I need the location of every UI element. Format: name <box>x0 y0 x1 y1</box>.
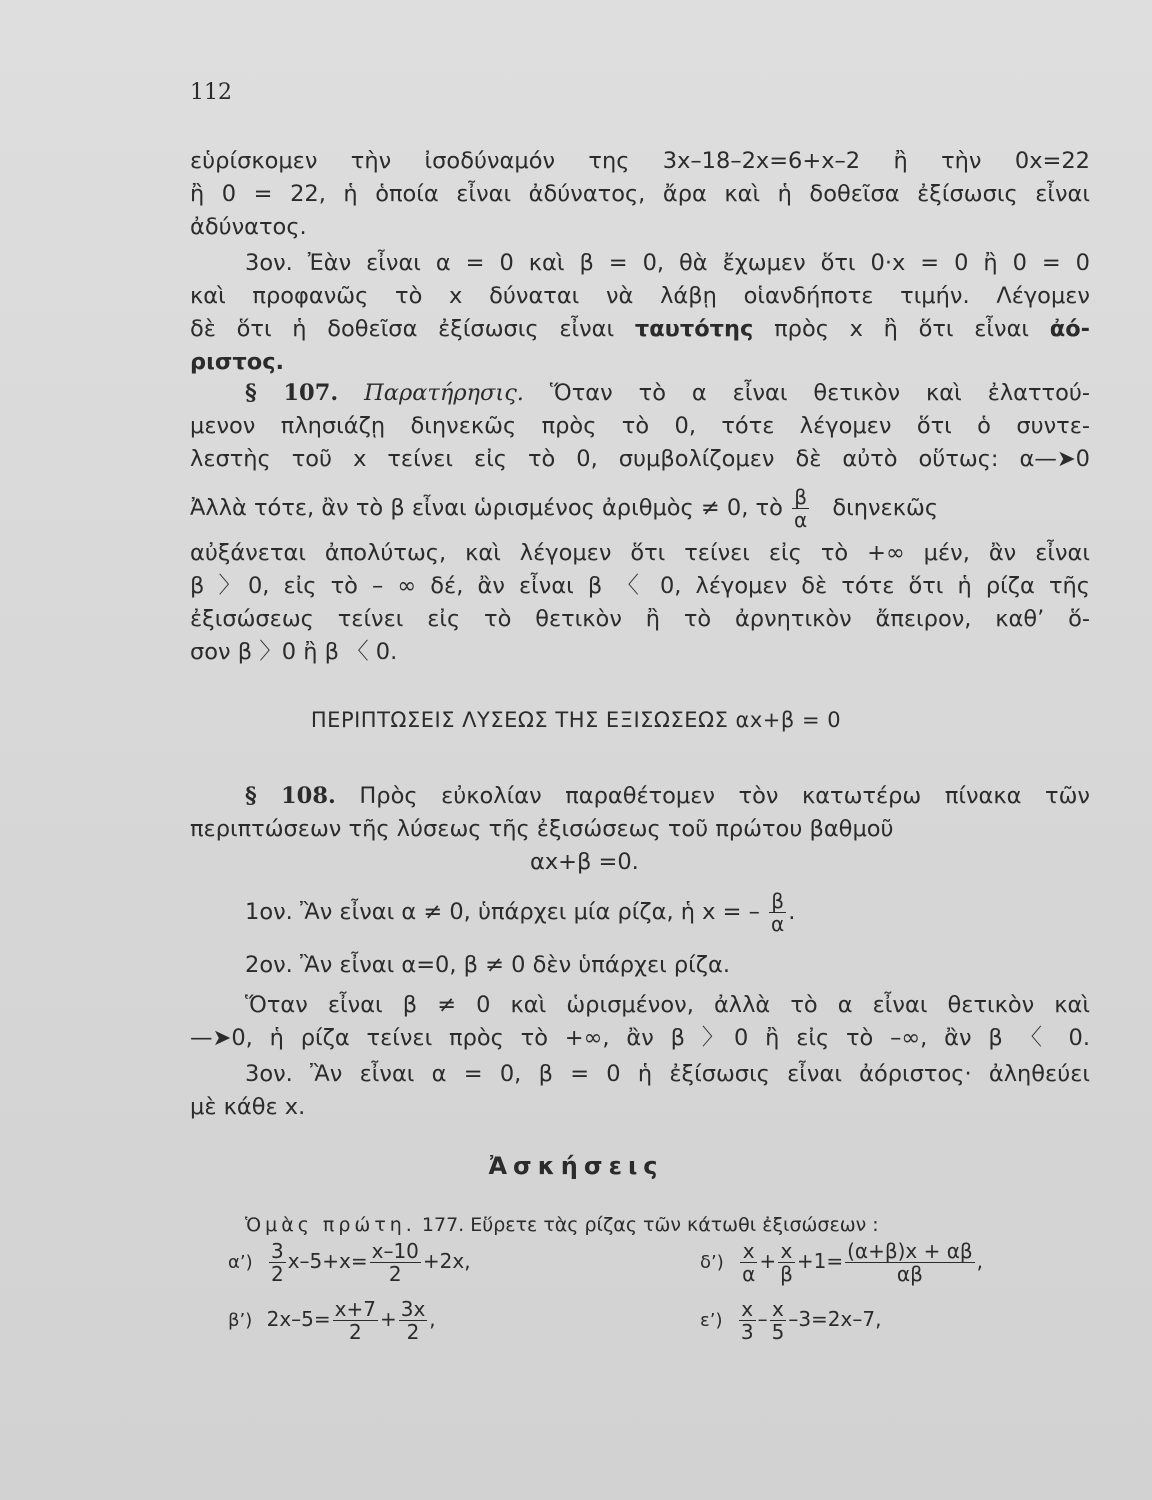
group-label: Ὁμὰς πρώτη. <box>245 1214 416 1236</box>
fraction-denominator: 2 <box>388 1262 402 1286</box>
text-line: αὐξάνεται ἀπολύτως, καὶ λέγομεν ὅτι τείνει εἰς τὸ +∞ μέν, ἂν εἶναι <box>190 540 1090 566</box>
fraction-denominator: 3 <box>740 1320 754 1344</box>
text-run: x–5+x= <box>287 1249 368 1273</box>
fraction-numerator: x+7 <box>334 1297 376 1321</box>
fraction-numerator: β <box>769 890 786 913</box>
fraction-denominator: αβ <box>896 1262 923 1286</box>
fraction <box>269 1240 286 1285</box>
exercise-b <box>228 1298 436 1343</box>
fraction-numerator: x <box>739 1298 756 1321</box>
text-run: – <box>757 1307 768 1331</box>
text-run: 177. Εὕρετε τὰς ρίζας τῶν κάτωθι ἐξισώσεων : <box>421 1214 879 1236</box>
section-number: § 107. <box>245 380 339 406</box>
text-run: + <box>759 1249 777 1273</box>
text-run: 1ον. Ἂν εἶναι α ≠ 0, ὑπάρχει μία ρίζα, ἡ x = – <box>245 899 760 925</box>
text-line: ἐξισώσεως τείνει εἰς τὸ θετικὸν ἢ τὸ ἀρνητικὸν ἄπειρον, καθ’ ὅ- <box>190 606 1090 632</box>
text-run: Ἀλλὰ τότε, ἂν τὸ β εἶναι ὡρισμένος ἀριθμὸς ≠ 0, τὸ <box>190 495 783 521</box>
text-line: μενον πλησιάζῃ διηνεκῶς πρὸς τὸ 0, τότε λέγομεν ὅτι ὁ συντε- <box>190 413 1090 439</box>
exercise-d <box>700 1240 983 1285</box>
section-heading: ΠΕΡΙΠΤΩΣΕΙΣ ΛΥΣΕΩΣ ΤΗΣ ΕΞΙΣΩΣΕΩΣ αx+β = 0 <box>310 708 842 732</box>
text-line <box>190 314 1090 344</box>
fraction <box>399 1298 428 1343</box>
text-run: . <box>788 899 796 925</box>
fraction-numerator: β <box>792 486 809 509</box>
text-run: Πρὸς εὐκολίαν παραθέτομεν τὸν κατωτέρω πίνακα τῶν <box>359 783 1090 809</box>
fraction-denominator: β <box>780 1262 793 1286</box>
fraction-numerator: 3x <box>400 1297 426 1321</box>
fraction-denominator: α <box>771 912 785 936</box>
text-run: +2x, <box>422 1249 471 1273</box>
fraction <box>845 1240 975 1285</box>
text-line: β 〉0, εἰς τὸ – ∞ δέ, ἂν εἶναι β 〈 0, λέγομεν δὲ τότε ὅτι ἡ ρίζα τῆς <box>190 573 1090 599</box>
fraction <box>739 1298 756 1343</box>
page-number: 112 <box>190 80 232 105</box>
section-107-first-line <box>245 378 1090 408</box>
text-run: , <box>976 1249 984 1273</box>
text-line: καὶ προφανῶς τὸ x δύναται νὰ λάβῃ οἱανδήποτε τιμήν. Λέγομεν <box>190 283 1090 309</box>
exercise-group-line <box>245 1210 1090 1240</box>
fraction-numerator: x <box>770 1298 787 1321</box>
text-run: +1= <box>796 1249 844 1273</box>
text-run: , <box>429 1307 436 1331</box>
text-run: 2x–5= <box>266 1307 331 1331</box>
fraction <box>778 1240 795 1285</box>
fraction-numerator: (α+β)x + αβ <box>847 1239 973 1263</box>
text-line: 3ον. Ἐὰν εἶναι α = 0 καὶ β = 0, θὰ ἔχωμεν ὅτι 0·x = 0 ἢ 0 = 0 <box>245 250 1090 276</box>
text-run: διηνεκῶς <box>832 495 939 521</box>
text-line: εὑρίσκομεν τὴν ἰσοδύναμόν της 3x–18–2x=6+x–2 ἢ τὴν 0x=22 <box>190 148 1090 174</box>
exercise-label: δ’) <box>700 1252 724 1273</box>
case-3-line: 3ον. Ἂν εἶναι α = 0, β = 0 ἡ ἐξίσωσις εἶναι ἀόριστος· ἀληθεύει <box>245 1061 1090 1087</box>
section-108-first-line <box>245 781 1090 811</box>
exercise-label: α’) <box>228 1252 253 1273</box>
text-line: —➤0, ἡ ρίζα τείνει πρὸς τὸ +∞, ἂν β 〉0 ἢ εἰς τὸ –∞, ἂν β 〈 0. <box>190 1025 1090 1051</box>
text-line: μὲ κάθε x. <box>190 1094 306 1120</box>
bold-term: ταυτότης <box>634 316 754 342</box>
fraction-numerator: x–10 <box>371 1239 419 1263</box>
text-line: Ὅταν εἶναι β ≠ 0 καὶ ὡρισμένον, ἀλλὰ τὸ α εἶναι θετικὸν καὶ <box>245 992 1090 1018</box>
text-run: + <box>379 1307 397 1331</box>
text-line: ἢ 0 = 22, ἡ ὁποία εἶναι ἀδύνατος, ἄρα καὶ ἡ δοθεῖσα ἐξίσωσις εἶναι <box>190 181 1090 207</box>
text-run: –3=2x–7, <box>788 1307 882 1331</box>
fraction-beta-over-alpha <box>792 486 809 531</box>
section-title: Παρατήρησις. <box>364 380 524 406</box>
section-number: § 108. <box>245 783 336 809</box>
text-line: ἀδύνατος. <box>190 214 307 240</box>
bold-term: ριστος. <box>190 349 285 375</box>
fraction-denominator: α <box>742 1262 756 1286</box>
fraction-numerator: x <box>740 1240 757 1263</box>
case-1-line <box>245 890 1090 935</box>
exercise-e <box>700 1298 881 1343</box>
text-line-with-fraction <box>190 486 1090 531</box>
bold-term: ἀό- <box>1049 316 1091 342</box>
fraction-denominator: 2 <box>348 1320 362 1344</box>
text-line: λεστὴς τοῦ x τείνει εἰς τὸ 0, συμβολίζομεν δὲ αὐτὸ οὕτως: α—➤0 <box>190 446 1090 472</box>
fraction-denominator: 2 <box>406 1320 420 1344</box>
fraction-denominator: 5 <box>771 1320 785 1344</box>
equation: αx+β =0. <box>530 849 639 875</box>
fraction <box>370 1240 421 1285</box>
fraction-denominator: α <box>794 508 808 532</box>
exercises-title: Ἀσκήσεις <box>488 1152 664 1180</box>
exercise-label: ε’) <box>700 1310 723 1331</box>
exercise-label: β’) <box>228 1310 253 1331</box>
text-line: περιπτώσεων τῆς λύσεως τῆς ἐξισώσεως τοῦ πρώτου βαθμοῦ <box>190 816 894 842</box>
exercise-a <box>228 1240 471 1285</box>
fraction-denominator: 2 <box>270 1262 284 1286</box>
fraction-beta-over-alpha <box>769 890 786 935</box>
fraction <box>740 1240 757 1285</box>
fraction-numerator: 3 <box>270 1239 284 1263</box>
fraction-numerator: x <box>778 1240 795 1263</box>
fraction <box>770 1298 787 1343</box>
text-line: σον β 〉0 ἢ β 〈 0. <box>190 639 398 665</box>
text-run: Ὅταν τὸ α εἶναι θετικὸν καὶ ἐλαττού- <box>549 380 1090 406</box>
case-2-line: 2ον. Ἂν εἶναι α=0, β ≠ 0 δὲν ὑπάρχει ρίζα. <box>245 952 731 978</box>
text-run: πρὸς x ἢ ὅτι εἶναι <box>774 316 1030 342</box>
fraction <box>333 1298 378 1343</box>
text-run: δὲ ὅτι ἡ δοθεῖσα ἐξίσωσις εἶναι <box>190 316 615 342</box>
